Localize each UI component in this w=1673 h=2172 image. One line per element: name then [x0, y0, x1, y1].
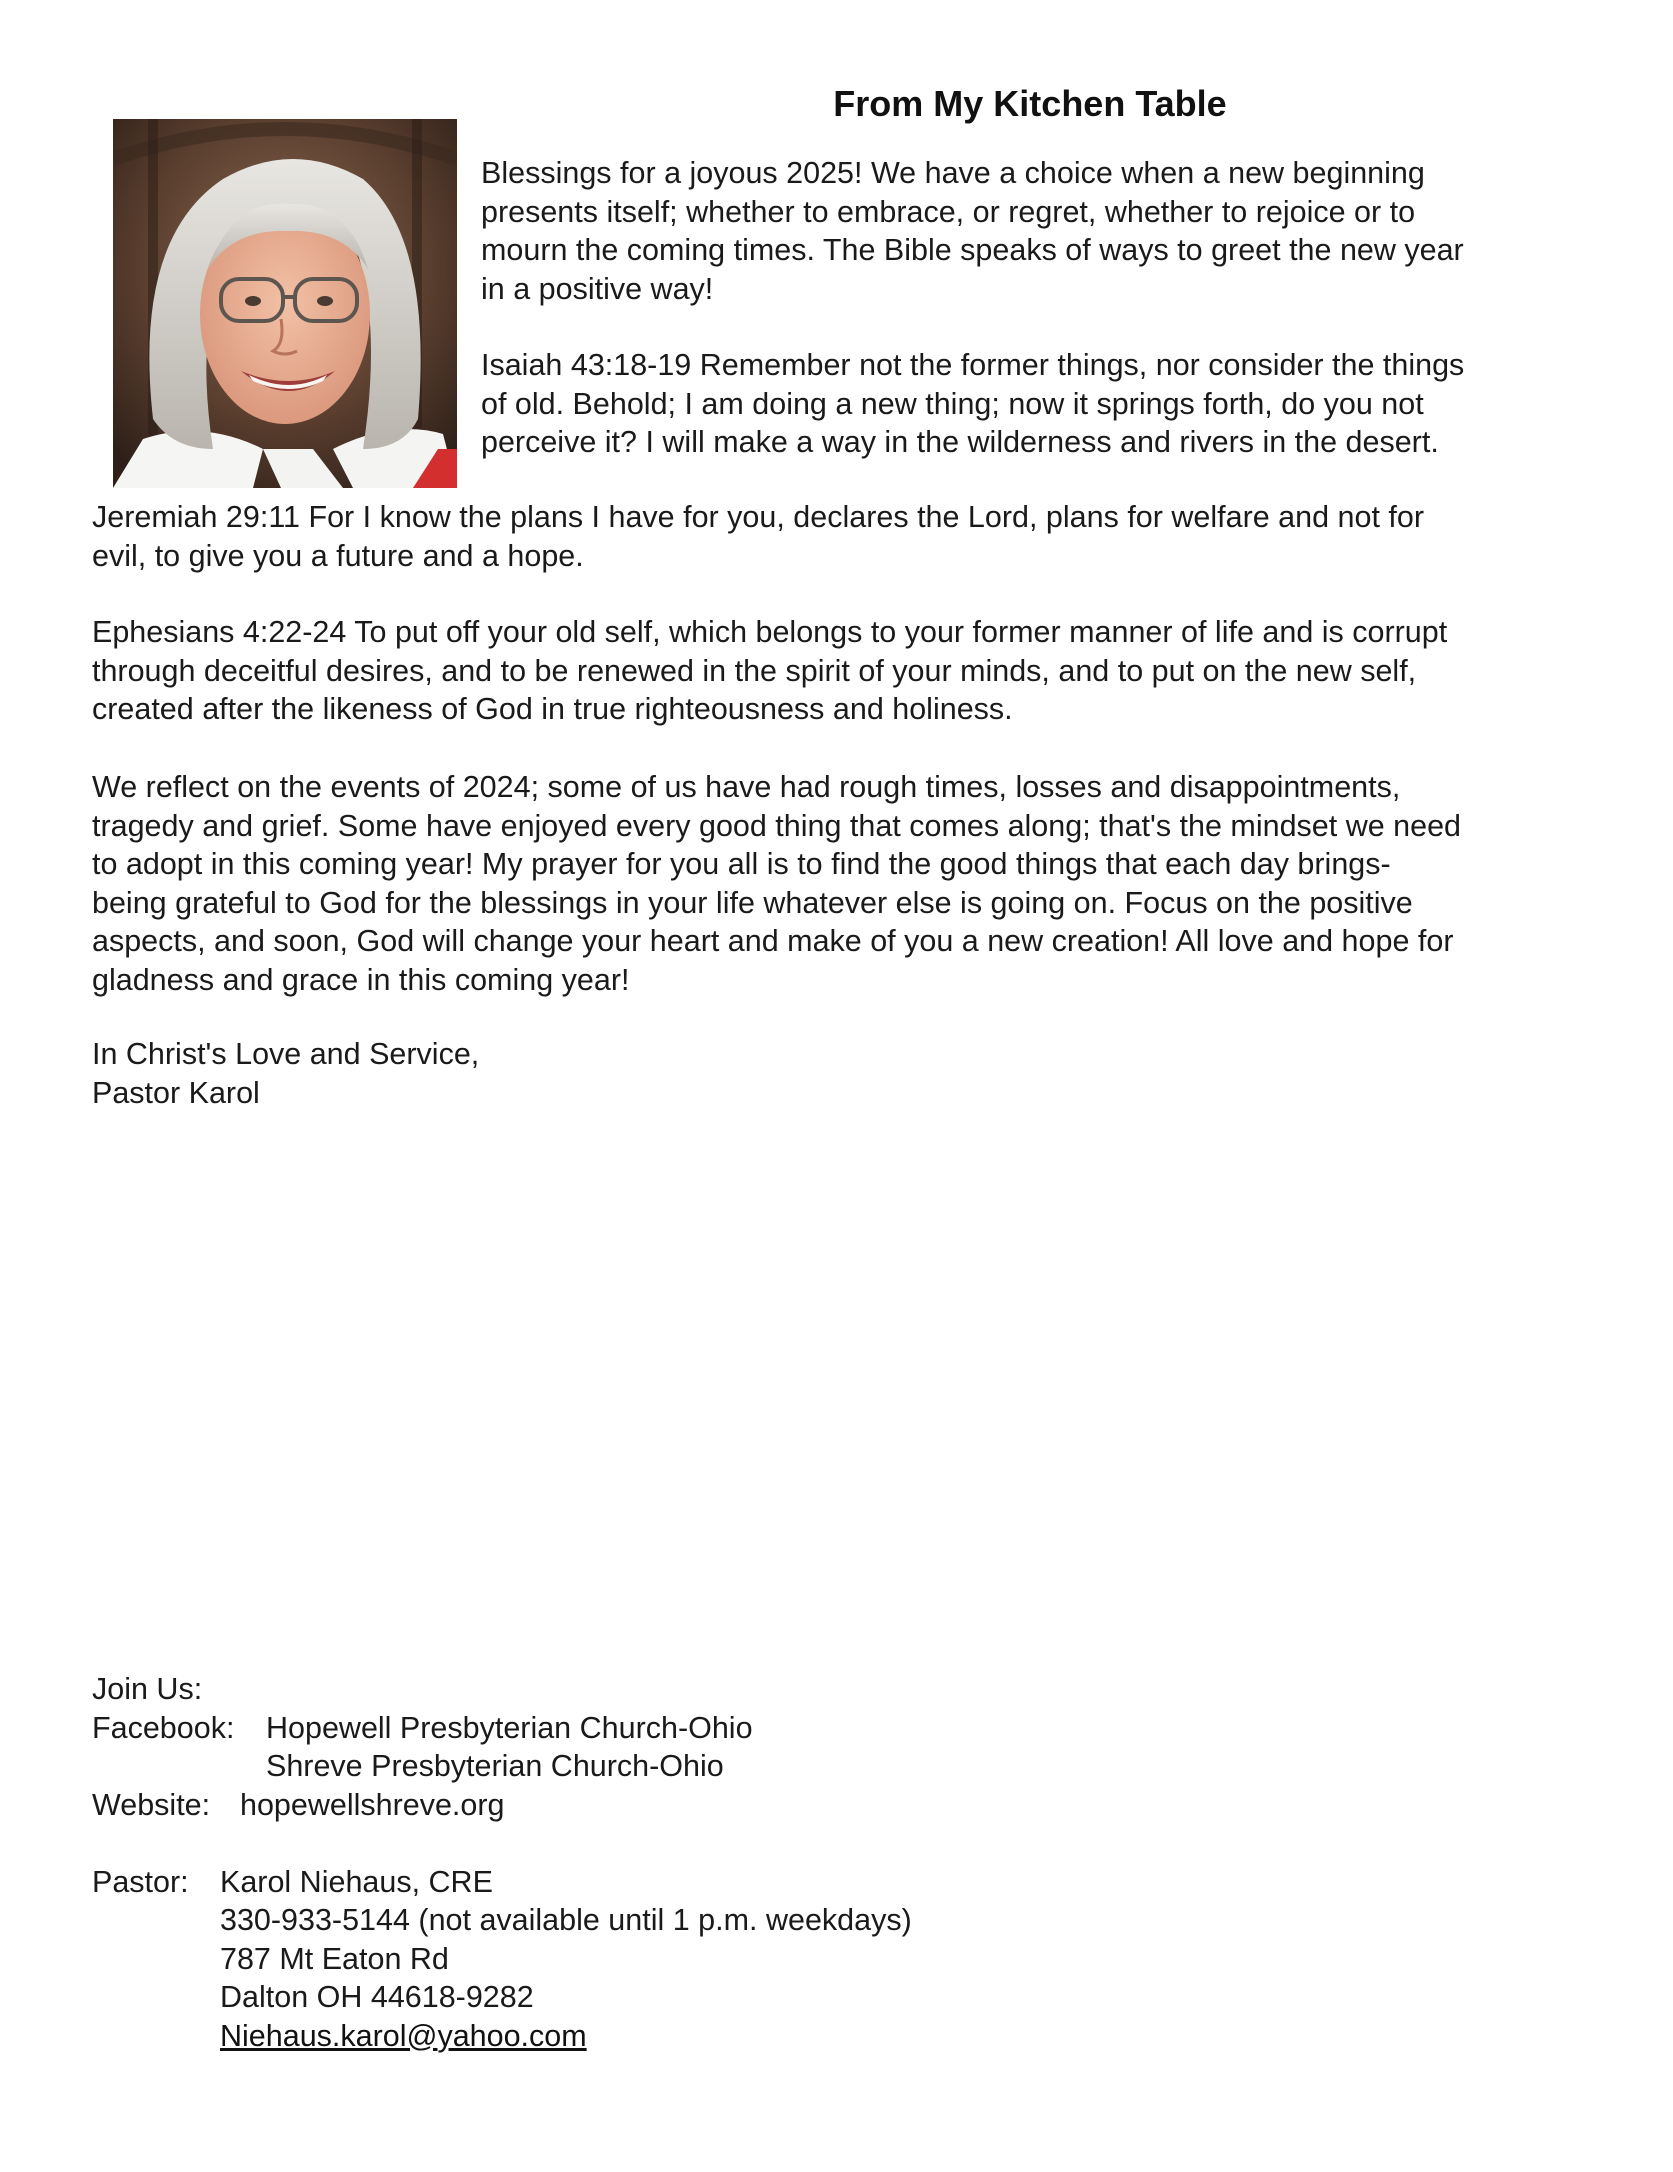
facebook-row: [92, 1709, 1292, 1748]
jeremiah-paragraph: Jeremiah 29:11 For I know the plans I have for you, declares the Lord, plans for welfare and not for evil, to give you a future and a hope.: [92, 500, 1425, 573]
city-row: [92, 1978, 1292, 2017]
facebook-label: Facebook:: [92, 1710, 235, 1745]
signature: Pastor Karol: [92, 1075, 260, 1110]
closing-line: In Christ's Love and Service,: [92, 1037, 480, 1071]
phone-number: 330-933-5144 (not available until 1 p.m. weekdays): [220, 1903, 912, 1937]
pastor-portrait-photo: [113, 119, 457, 488]
city-state-zip: Dalton OH 44618-9282: [220, 1980, 534, 2014]
street-row: [92, 1940, 1292, 1979]
signoff: [92, 1035, 892, 1112]
facebook-row-2: [92, 1747, 1292, 1786]
pastor-row: [92, 1863, 1292, 1902]
spacer: [92, 1824, 1292, 1863]
email-row: [92, 2017, 1292, 2056]
facebook-page-hopewell: Hopewell Presbyterian Church-Ohio: [266, 1710, 753, 1745]
isaiah-paragraph: Isaiah 43:18-19 Remember not the former things, nor consider the things of old. Behold; I am doing a new thing; now it springs forth, do you not perceive it? I will make a way in the wilderness and rivers in the desert.: [481, 348, 1465, 459]
website-text: hopewellshreve.org: [240, 1787, 505, 1822]
pastor-name: Karol Niehaus, CRE: [220, 1864, 493, 1899]
website-label: Website:: [92, 1787, 211, 1822]
street-address: 787 Mt Eaton Rd: [220, 1941, 449, 1976]
join-label: Join Us:: [92, 1672, 203, 1706]
email-link[interactable]: Niehaus.karol@yahoo.com: [220, 2018, 587, 2053]
contact-block: [92, 1670, 1292, 2055]
portrait-illustration: [113, 119, 457, 488]
phone-row: [92, 1901, 1292, 1940]
reflection-paragraph: We reflect on the events of 2024; some of us have had rough times, losses and disappointments, tragedy and grief. Some have enjoyed every good thing that comes along; that's the mindset we need to adopt in this coming year! My prayer for you all is to find the good things that each day brings- being grateful to God for the blessings in your life whatever else is going on. Focus on the positive aspects, and soon, God will change your heart and make of you a new creation! All love and hope for gladness and grace in this coming year!: [92, 770, 1462, 997]
ephesians-paragraph: Ephesians 4:22-24 To put off your old self, which belongs to your former manner of life and is corrupt through deceitful desires, and to be renewed in the spirit of your minds, and to put on the new self, created after the likeness of God in true righteousness and holiness.: [92, 615, 1448, 726]
intro-paragraph: Blessings for a joyous 2025! We have a choice when a new beginning presents itself; whether to embrace, or regret, whether to rejoice or to mourn the coming times. The Bible speaks of ways to greet the new year in a positive way!: [481, 156, 1464, 306]
page-title: From My Kitchen Table: [833, 83, 1227, 124]
pastor-label: Pastor:: [92, 1864, 189, 1899]
facebook-page-shreve: Shreve Presbyterian Church-Ohio: [266, 1749, 724, 1783]
join-heading: [92, 1670, 1292, 1709]
website-row: [92, 1786, 1292, 1825]
